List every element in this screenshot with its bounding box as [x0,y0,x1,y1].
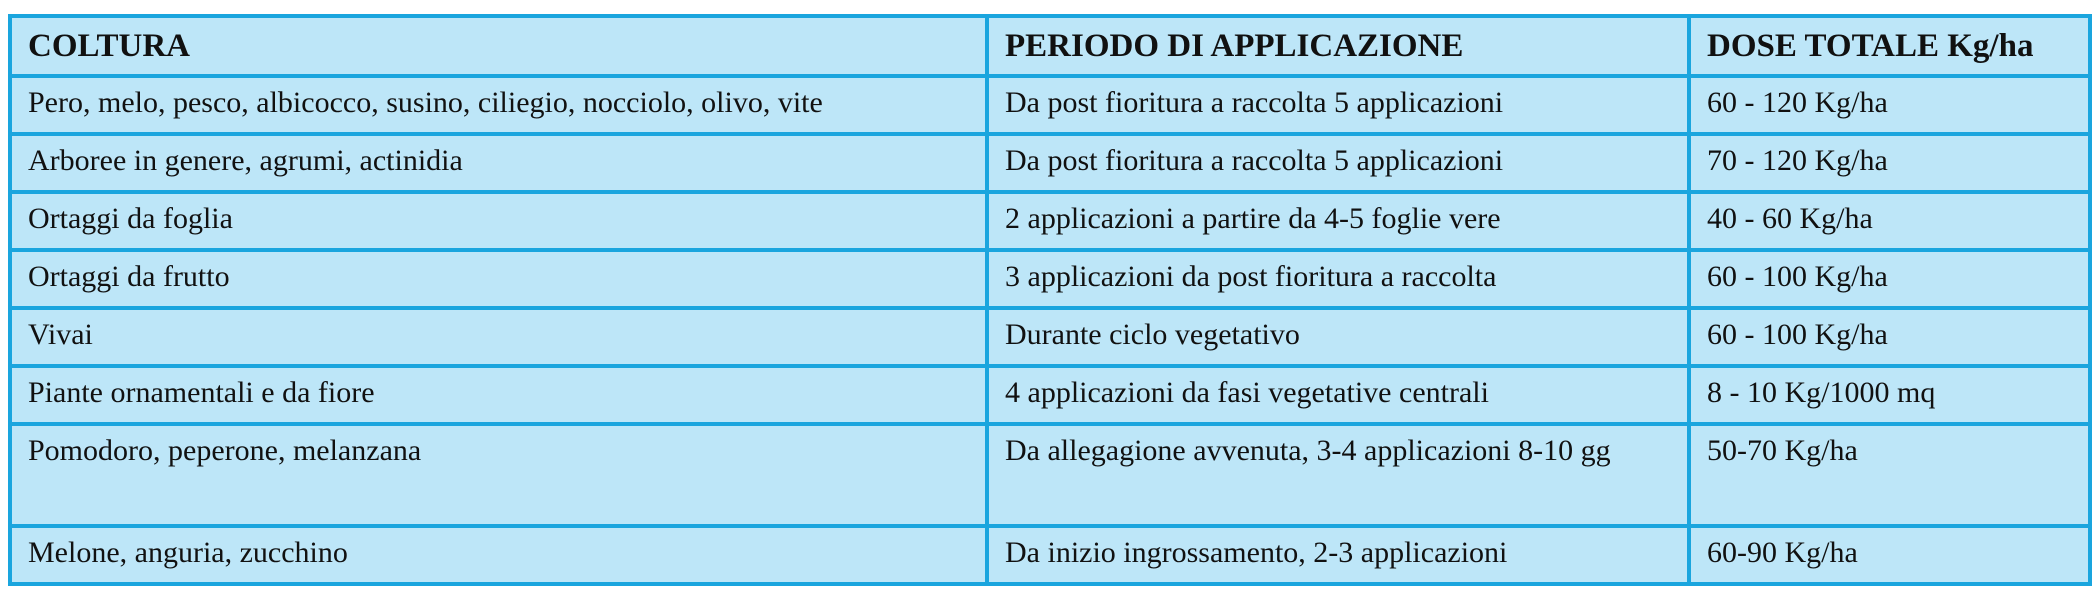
cell-dose: 60 - 100 Kg/ha [1687,252,2088,306]
cell-coltura: Ortaggi da foglia [12,194,985,248]
cell-coltura: Pero, melo, pesco, albicocco, susino, ciliegio, nocciolo, olivo, vite [12,78,985,132]
cell-dose: 8 - 10 Kg/1000 mq [1687,368,2088,422]
table-row [12,426,2088,524]
cell-coltura: Piante ornamentali e da fiore [12,368,985,422]
cell-dose: 70 - 120 Kg/ha [1687,136,2088,190]
cell-coltura: Vivai [12,310,985,364]
table-row [12,528,2088,582]
table-row [12,252,2088,306]
table-row [12,136,2088,190]
cell-dose: 60 - 100 Kg/ha [1687,310,2088,364]
cell-coltura: Pomodoro, peperone, melanzana [12,426,985,524]
cell-coltura: Arboree in genere, agrumi, actinidia [12,136,985,190]
cell-dose: 60 - 120 Kg/ha [1687,78,2088,132]
cell-periodo: Da post fioritura a raccolta 5 applicazioni [985,136,1687,190]
cell-dose: 60-90 Kg/ha [1687,528,2088,582]
table-row [12,368,2088,422]
cell-dose: 50-70 Kg/ha [1687,426,2088,524]
cell-periodo: Da allegagione avvenuta, 3-4 applicazioni 8-10 gg [985,426,1687,524]
cell-periodo: Da inizio ingrossamento, 2-3 applicazioni [985,528,1687,582]
cell-periodo: Da post fioritura a raccolta 5 applicazioni [985,78,1687,132]
cell-dose: 40 - 60 Kg/ha [1687,194,2088,248]
dosage-table-frame [8,14,2092,586]
cell-periodo: 4 applicazioni da fasi vegetative centrali [985,368,1687,422]
table-body [12,78,2088,582]
cell-periodo: Durante ciclo vegetativo [985,310,1687,364]
cell-coltura: Ortaggi da frutto [12,252,985,306]
dosage-table [12,14,2088,586]
table-row [12,194,2088,248]
header-periodo-di-applicazione: PERIODO DI APPLICAZIONE [985,18,1687,74]
header-row [12,18,2088,74]
cell-coltura: Melone, anguria, zucchino [12,528,985,582]
header-dose-totale: DOSE TOTALE Kg/ha [1687,18,2088,74]
table-row [12,78,2088,132]
table-header [12,18,2088,74]
cell-periodo: 2 applicazioni a partire da 4-5 foglie vere [985,194,1687,248]
cell-periodo: 3 applicazioni da post fioritura a raccolta [985,252,1687,306]
table-row [12,310,2088,364]
header-coltura: COLTURA [12,18,985,74]
